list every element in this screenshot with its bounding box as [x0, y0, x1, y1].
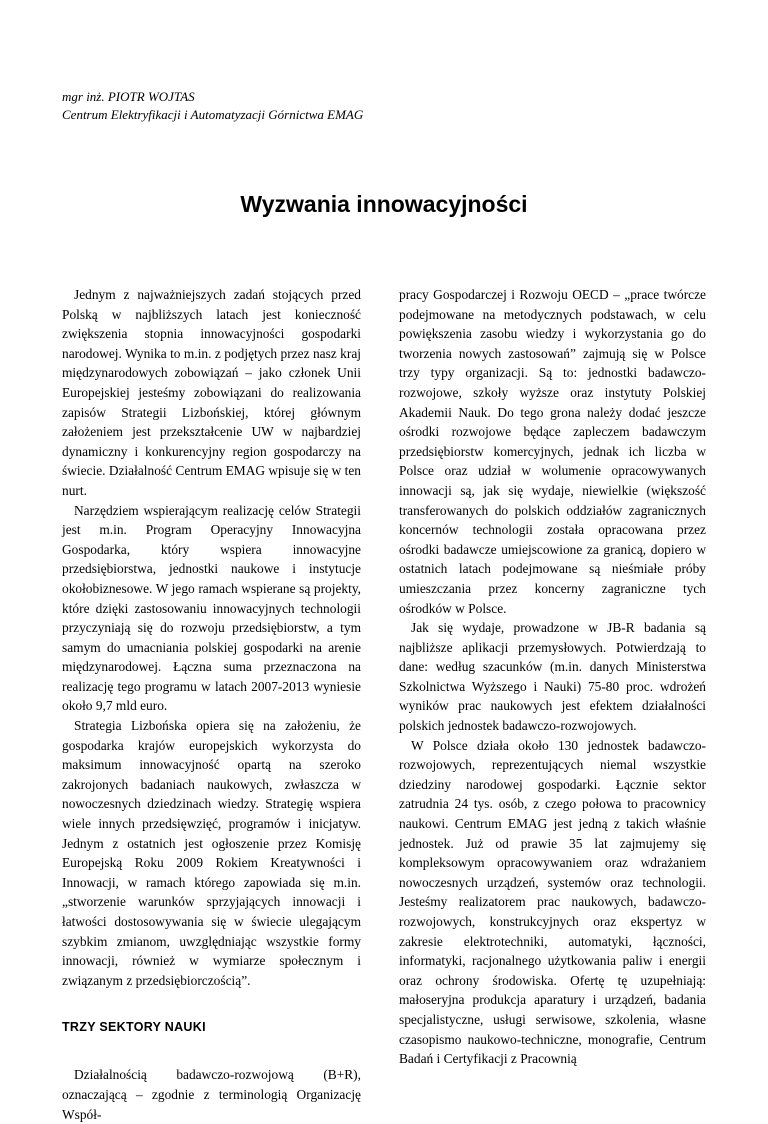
paragraph: Działalnością badawczo-rozwojową (B+R), oznaczającą – zgodnie z terminologią Organizację Współ-	[62, 1067, 361, 1122]
paragraph: Narzędziem wspierającym realizację celów Strategii jest m.in. Program Operacyjny Innowacyjna Gospodarka, który wspiera innowacyjne przedsiębiorstwa, jednostki naukowe i instytucje okołobiznesowe. W jego ramach wspierane są projekty, które dzięki zastosowaniu innowacyjnych technologii przyczyniają się do rozwoju przedsiębiorstw, a tym samym do umacniania polskiej gospodarki na arenie międzynarodowej. Łączna suma przeznaczona na realizację tego programu w latach 2007-2013 wyniesie około 9,7 mld euro.	[62, 502, 361, 714]
paragraph: pracy Gospodarczej i Rozwoju OECD – „prace twórcze podejmowane na metodycznych podstawach, w celu powiększenia zasobu wiedzy i wykorzystania go do tworzenia nowych zastosowań” zajmują się w Polsce trzy typy organizacji. Są to: jednostki badawczo-rozwojowe, szkoły wyższe oraz instytuty Polskiej Akademii Nauk. Do tego grona należy dodać jeszcze ośrodki rozwojowe będące zapleczem badawczym przedsiębiorstw komercyjnych, jednak ich liczba w Polsce oraz udział w wolumenie opracowywanych innowacji są, jak się wydaje, niewielkie (większość transferowanych do polskich oddziałów zagranicznych koncernów technologii została opracowana przez ośrodki badawcze umiejscowione za granicą, dopiero w ostatnich latach podejmowane są nieśmiałe próby umieszczania przez koncerny zagraniczne tych ośrodków w Polsce.	[399, 287, 706, 616]
paragraph: Jednym z najważniejszych zadań stojących przed Polską w najbliższych latach jest konieczność zwiększenia stopnia innowacyjności gospodarki narodowej. Wynika to m.in. z podjętych przez nasz kraj międzynarodowych zobowiązań – jako członek Unii Europejskiej jesteśmy zobowiązani do realizowania zapisów Strategii Lizbońskiej, której głównym założeniem jest przekształcenie UW w najbardziej dynamiczny i konkurencyjny region gospodarczy na świecie. Działalność Centrum EMAG wpisuje się w ten nurt.	[62, 287, 361, 498]
author-name: mgr inż. PIOTR WOJTAS	[62, 89, 195, 104]
right-column	[399, 285, 706, 1069]
author-block	[62, 88, 363, 124]
paragraph: Strategia Lizbońska opiera się na założeniu, że gospodarka krajów europejskich wykorzysta do maksimum innowacyjność opartą na szeroko zakrojonych badaniach naukowych, zwłaszcza w nowoczesnych dziedzinach wiedzy. Strategię wspiera wiele innych przedsięwzięć, programów i inicjatyw. Jednym z ostatnich jest ogłoszenie przez Komisję Europejską Roku 2009 Rokiem Kreatywności i Innowacji, w ramach którego zapowiada się m.in. „stworzenie warunków sprzyjających innowacji i łatwości dostosowywania się w świecie ulegającym szybkim zmianom, uwzględniając wszystkie formy innowacji, również w wymiarze społecznym i związanym z przedsiębiorczością”.	[62, 718, 361, 988]
paragraph: W Polsce działa około 130 jednostek badawczo-rozwojowych, reprezentujących niemal wszystkie dziedziny narodowej gospodarki. Łącznie sektor zatrudnia 24 tys. osób, z czego połowa to pracownicy naukowi. Centrum EMAG jest jedną z takich właśnie jednostek. Już od prawie 35 lat zajmujemy się kompleksowym opracowywaniem oraz wdrażaniem nowoczesnych urządzeń, systemów oraz technologii. Jesteśmy realizatorem prac naukowych, badawczo-rozwojowych, konstrukcyjnych oraz ekspertyz w zakresie elektrotechniki, automatyki, łączności, informatyki, racjonalnego użytkowania paliw i energii oraz ochrony środowiska. Ofertę tę uzupełniają: małoseryjna produkcja aparatury i urządzeń, badania specjalistyczne, usługi serwisowe, szkolenia, własne czasopismo naukowo-techniczne, monografie, Centrum Badań i Certyfikacji z Pracownią	[399, 737, 706, 1067]
left-column	[62, 285, 361, 1124]
author-affiliation: Centrum Elektryfikacji i Automatyzacji Górnictwa EMAG	[62, 107, 364, 122]
section-heading: TRZY SEKTORY NAUKI	[62, 1020, 206, 1035]
paragraph: Jak się wydaje, prowadzone w JB-R badania są najbliższe aplikacji przemysłowych. Potwierdzają to dane: według szacunków (m.in. danych Ministerstwa Szkolnictwa Wyższego i Nauki) 75-80 proc. wdrożeń wyników prac naukowych jest efektem działalności polskich jednostek badawczo-rozwojowych.	[399, 620, 706, 734]
article-title: Wyzwania innowacyjności	[240, 191, 528, 217]
